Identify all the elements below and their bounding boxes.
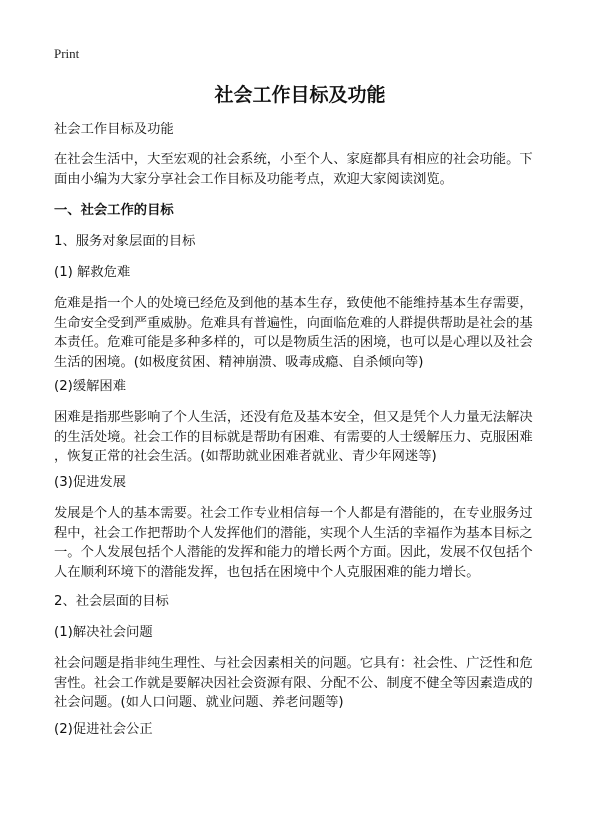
text-line: 生活的困境。(如极度贫困、精神崩溃、吸毒成瘾、自杀倾向等) xyxy=(54,354,424,370)
item-paragraph xyxy=(54,408,550,467)
page-title: 社会工作目标及功能 xyxy=(214,84,386,106)
text-line: 面由小编为大家分享社会工作目标及功能考点，欢迎大家阅读浏览。 xyxy=(54,171,453,187)
section-heading: 一、社会工作的目标 xyxy=(54,203,174,218)
text-line: 生命安全受到严重威胁。危难具有普遍性，向面临危难的人群提供帮助是社会的基 xyxy=(54,315,533,331)
text-line: ，恢复正常的社会生活。(如帮助就业困难者就业、青少年网迷等) xyxy=(54,449,437,464)
item-paragraph xyxy=(54,504,550,582)
item-paragraph xyxy=(54,294,550,372)
item-heading: (2)促进社会公正 xyxy=(54,722,153,737)
subtitle: 社会工作目标及功能 xyxy=(54,122,174,137)
text-line: 困难是指那些影响了个人生活，还没有危及基本安全，但又是凭个人力量无法解决 xyxy=(54,410,533,425)
text-line: 社会问题。(如人口问题、就业问题、养老问题等) xyxy=(54,695,344,710)
text-line: 发展是个人的基本需要。社会工作专业相信每一个人都是有潜能的，在专业服务过 xyxy=(54,506,533,521)
text-line: 本责任。危难可能是多种多样的，可以是物质生活的困境，也可以是心理以及社会 xyxy=(54,335,533,350)
text-line: 危难是指一个人的处境已经危及到他的基本生存，致使他不能维持基本生存需要， xyxy=(54,296,533,311)
item-heading: (3)促进发展 xyxy=(54,475,127,490)
subsection-heading: 1、服务对象层面的目标 xyxy=(54,234,196,249)
print-link[interactable]: Print xyxy=(54,46,80,61)
text-line: 害性。社会工作就是要解决因社会资源有限、分配不公、制度不健全等因素造成的 xyxy=(54,675,533,691)
text-line: 在社会生活中，大至宏观的社会系统，小至个人、家庭都具有相应的社会功能。下 xyxy=(54,152,533,167)
text-line: 人在顺利环境下的潜能发挥，也包括在困境中个人克服困难的能力增长。 xyxy=(54,564,480,580)
item-paragraph xyxy=(54,654,550,713)
item-heading: (1) 解救危难 xyxy=(54,265,131,280)
item-heading: (2)缓解困难 xyxy=(54,379,127,394)
text-line: 的生活处境。社会工作的目标就是帮助有困难、有需要的人士缓解压力、克服困难 xyxy=(54,429,533,445)
text-line: 一。个人发展包括个人潜能的发挥和能力的增长两个方面。因此，发展不仅包括个 xyxy=(54,545,533,560)
text-line: 程中，社会工作把帮助个人发挥他们的潜能，实现个人生活的幸福作为基本目标之 xyxy=(54,525,533,541)
intro-paragraph xyxy=(54,150,550,189)
text-line: 社会问题是指非纯生理性、与社会因素相关的问题。它具有：社会性、广泛性和危 xyxy=(54,656,533,671)
subsection-heading: 2、社会层面的目标 xyxy=(54,594,169,609)
item-heading: (1)解决社会问题 xyxy=(54,625,153,640)
